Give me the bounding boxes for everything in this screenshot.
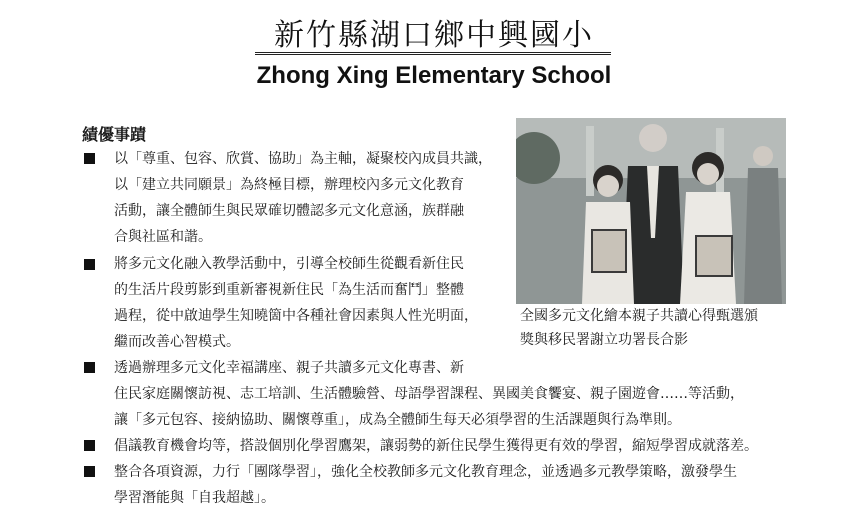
bullet-marker [84,259,95,270]
title-underline [255,52,611,55]
caption-line: 全國多元文化繪本親子共讀心得甄選頒 [520,308,758,324]
list-item [114,433,758,459]
item-line: 學習潛能與「自我超越」。 [114,490,275,506]
item-line: 讓「多元包容、接納協助、關懷尊重」，成為全體師生每天必須學習的生活課題與行為準則。 [114,412,681,428]
item-line: 以「尊重、包容、欣賞、協助」為主軸，凝聚校內成員共識， [114,151,492,167]
item-line: 整合各項資源，力行「團隊學習」，強化全校教師多元文化教育理念，並透過多元教學策略，激發學生 [114,464,737,480]
item-line: 住民家庭關懷訪視、志工培訓、生活體驗營、母語學習課程、異國美食饗宴、親子園遊會……等活動， [114,386,744,402]
list-item [114,251,478,355]
section-heading: 績優事蹟 [82,125,147,144]
list-item [114,146,492,250]
item-line: 倡議教育機會均等，搭設個別化學習鷹架，讓弱勢的新住民學生獲得更有效的學習，縮短學習成就落差。 [114,438,758,454]
item-line: 合與社區和諧。 [114,229,212,245]
item-line: 將多元文化融入教學活動中，引導全校師生從觀看新住民 [114,256,464,272]
item-line: 透過辦理多元文化幸福講座、親子共讀多元文化專書、新 [114,360,464,376]
school-title-chinese: 新竹縣湖口鄉中興國小 [274,18,594,53]
bullet-marker [84,153,95,164]
caption-line: 獎與移民署謝立功署長合影 [520,332,688,348]
list-item [114,355,744,433]
bullet-marker [84,362,95,373]
item-line: 繼而改善心智模式。 [114,334,240,350]
bullet-marker [84,440,95,451]
photo-caption [520,304,790,352]
award-photo-illustration [516,118,786,304]
item-line: 的生活片段剪影到重新審視新住民「為生活而奮鬥」整體 [114,282,464,298]
school-title-english: Zhong Xing Elementary School [256,62,612,89]
bullet-marker [84,466,95,477]
item-line: 活動，讓全體師生與民眾確切體認多元文化意涵，族群融 [114,203,464,219]
award-photo [516,118,786,304]
list-item [114,459,737,511]
item-line: 過程，從中啟迪學生知曉箇中各種社會因素與人性光明面， [114,308,478,324]
item-line: 以「建立共同願景」為終極目標，辦理校內多元文化教育 [114,177,464,193]
